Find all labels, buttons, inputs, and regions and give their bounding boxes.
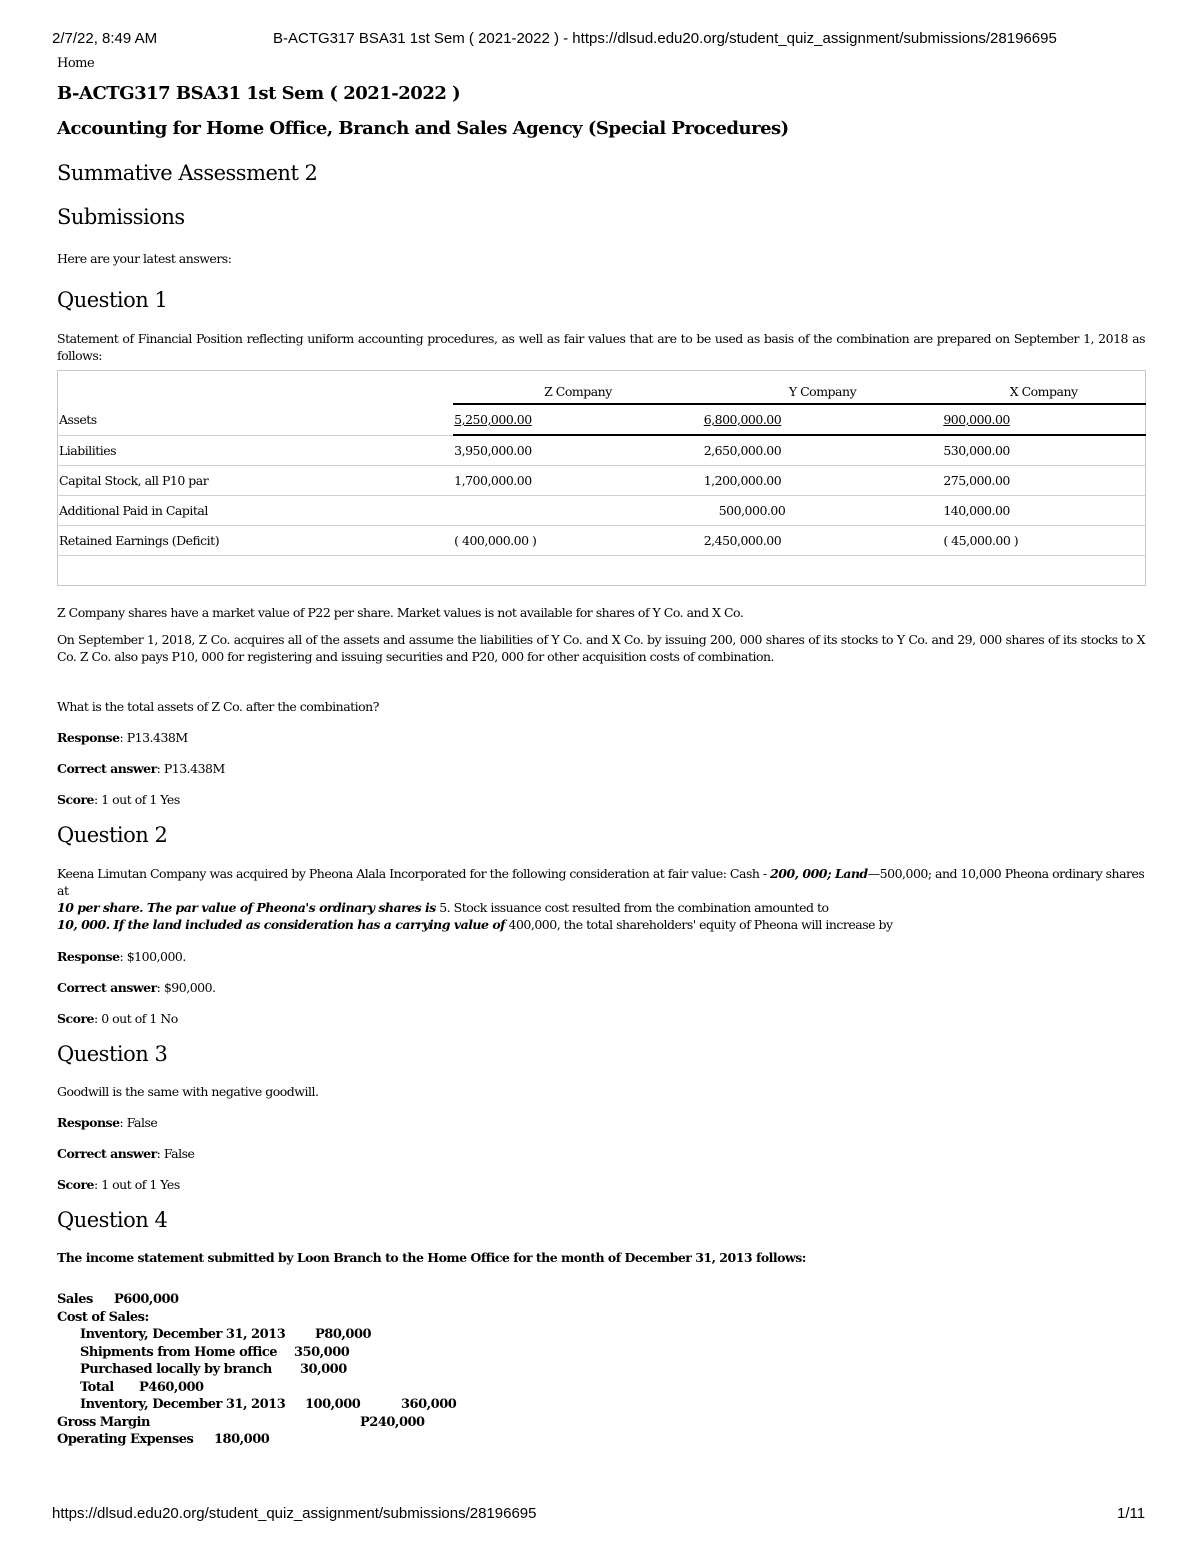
- course-title: B-ACTG317 BSA31 1st Sem ( 2021-2022 ): [57, 83, 461, 104]
- row-label: Assets: [59, 411, 97, 427]
- statement-line: Cost of Sales:: [57, 1309, 149, 1325]
- table-row: [58, 526, 1146, 556]
- statement-line: Sales P600,000: [57, 1292, 179, 1307]
- question-1-heading: Question 1: [57, 288, 168, 312]
- statement-line: Purchased locally by branch 30,000: [80, 1362, 347, 1377]
- intro-text: Here are your latest answers:: [57, 251, 232, 266]
- question-3-correct-answer: Correct answer: False: [57, 1146, 195, 1161]
- statement-line: Operating Expenses 180,000: [57, 1432, 270, 1447]
- question-2-heading: Question 2: [57, 823, 168, 847]
- cell-value: 5,250,000.00: [454, 412, 532, 427]
- question-1-text: Statement of Financial Position reflecting uniform accounting procedures, as well as fair values that are to be used as basis of the combination are prepared on September 1, 2018 as follows:: [57, 331, 1145, 363]
- question-2-response: Response: $100,000.: [57, 949, 186, 964]
- income-statement: [57, 1291, 1145, 1449]
- cell-value: 3,950,000.00: [453, 435, 703, 466]
- question-1-response: Response: P13.438M: [57, 730, 188, 745]
- financial-position-table: [57, 370, 1146, 586]
- question-1-prompt: What is the total assets of Z Co. after the combination?: [57, 699, 379, 714]
- row-label: Additional Paid in Capital: [58, 496, 454, 526]
- question-1-correct-answer: Correct answer: P13.438M: [57, 761, 225, 776]
- cell-value: [453, 496, 703, 526]
- cell-value: 140,000.00: [942, 496, 1145, 526]
- question-1-para-acquisition: On September 1, 2018, Z Co. acquires all of the assets and assume the liabilities of Y Co. and X Co. by issuing 200, 000 shares of its stocks to Y Co. and 29, 000 shares of its stocks to X Co. Z Co. also pays P10, 000 for registering and issuing securities and P20, 000 for other acquisition costs of combination.: [57, 632, 1145, 664]
- print-datetime: 2/7/22, 8:49 AM: [52, 30, 158, 47]
- cell-value: 6,800,000.00: [703, 412, 782, 427]
- cell-value: 530,000.00: [942, 435, 1145, 466]
- question-3-text: Goodwill is the same with negative goodwill.: [57, 1084, 319, 1099]
- question-1-score: Score: 1 out of 1 Yes: [57, 792, 180, 807]
- statement-line: Total P460,000: [80, 1379, 204, 1395]
- print-page-number: 1/11: [1117, 1505, 1146, 1522]
- cell-value: 900,000.00: [943, 412, 1010, 427]
- question-4-heading: Question 4: [57, 1208, 168, 1232]
- section-title: Submissions: [57, 205, 185, 229]
- question-2-text: Keena Limutan Company was acquired by Pheona Alala Incorporated for the following consideration at fair value: Cash - 200, 000; Land—500,000; and 10,000 Pheona ordinary shares at 10 per share. The par value of Pheona's ordinary shares is 5. Stock issuance cost resulted from the combination amounted to 10, 000. If the land included as consideration has a carrying value of 400,000, the total shareholders' equity of Pheona will increase by: [57, 866, 1145, 932]
- statement-line: Inventory, December 31, 2013 P80,000: [80, 1327, 372, 1342]
- breadcrumb-home[interactable]: Home: [57, 56, 95, 71]
- assessment-title: Summative Assessment 2: [57, 161, 318, 185]
- cell-value: ( 45,000.00 ): [942, 526, 1145, 556]
- question-3-response: Response: False: [57, 1115, 158, 1130]
- question-3-score: Score: 1 out of 1 Yes: [57, 1177, 180, 1192]
- question-4-text: The income statement submitted by Loon Branch to the Home Office for the month of December 31, 2013 follows:: [57, 1250, 806, 1265]
- row-label: Capital Stock, all P10 par: [58, 466, 454, 496]
- cell-value: 500,000.00: [703, 496, 943, 526]
- print-page-title: B-ACTG317 BSA31 1st Sem ( 2021-2022 ) - https://dlsud.edu20.org/student_quiz_assignment/submissions/28196695: [273, 30, 1057, 47]
- table-row: [58, 496, 1146, 526]
- statement-line: Inventory, December 31, 2013 100,000 360,000: [80, 1397, 457, 1412]
- table-header-y: Y Company: [703, 371, 943, 405]
- table-header-blank: [58, 371, 454, 405]
- table-header-z: Z Company: [453, 371, 703, 405]
- cell-value: 1,700,000.00: [453, 466, 703, 496]
- table-row: [58, 466, 1146, 496]
- cell-value: 275,000.00: [942, 466, 1145, 496]
- question-1-para-market: Z Company shares have a market value of P22 per share. Market values is not available for shares of Y Co. and X Co.: [57, 605, 744, 620]
- topic-title: Accounting for Home Office, Branch and Sales Agency (Special Procedures): [57, 118, 789, 139]
- question-2-score: Score: 0 out of 1 No: [57, 1011, 178, 1026]
- statement-line: Gross Margin P240,000: [57, 1414, 425, 1430]
- question-3-heading: Question 3: [57, 1042, 168, 1066]
- cell-value: 2,450,000.00: [703, 526, 943, 556]
- question-2-correct-answer: Correct answer: $90,000.: [57, 980, 216, 995]
- page-content: [57, 56, 1145, 1449]
- cell-value: 1,200,000.00: [703, 466, 943, 496]
- cell-value: ( 400,000.00 ): [453, 526, 703, 556]
- statement-line: Shipments from Home office 350,000: [80, 1344, 350, 1360]
- row-label: Retained Earnings (Deficit): [58, 526, 454, 556]
- print-footer-url: https://dlsud.edu20.org/student_quiz_assignment/submissions/28196695: [52, 1505, 537, 1522]
- cell-value: 2,650,000.00: [703, 435, 943, 466]
- table-header-x: X Company: [942, 371, 1145, 405]
- table-row: [58, 435, 1146, 466]
- table-row: [58, 404, 1146, 435]
- row-label: Liabilities: [58, 435, 454, 466]
- table-row-empty: [58, 556, 1146, 586]
